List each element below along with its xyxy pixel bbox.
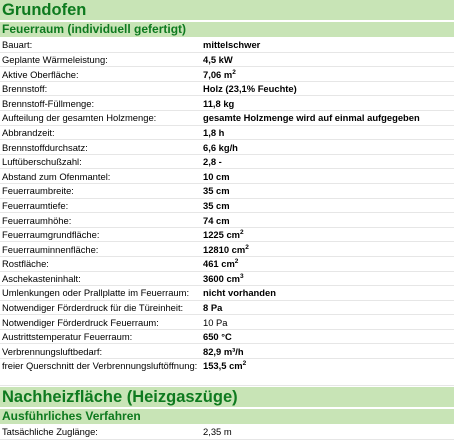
spec-label: Brennstoff: (2, 83, 48, 95)
spec-row (0, 53, 454, 68)
spec-label: Umlenkungen oder Prallplatte im Feuerraum: (2, 287, 190, 299)
spec-value: 3600 $cm^3$ (203, 272, 244, 284)
spec-value: 8 Pa (203, 302, 223, 314)
spec-label: Rostfläche: (2, 258, 49, 270)
spec-value: 461 $cm^2$ (203, 258, 239, 270)
spec-row (0, 228, 454, 243)
spec-value: 35 cm (203, 185, 230, 197)
spec-label: Notwendiger Förderdruck für die Türeinheit: (2, 302, 184, 314)
spec-row (0, 257, 454, 272)
spec-value: 1225 $cm^2$ (203, 228, 244, 241)
spec-label: Notwendiger Förderdruck Feuerraum: (2, 316, 159, 328)
spec-label: freier Querschnitt der Verbrennungsluftöffnung: (2, 360, 198, 372)
spec-label: Verbrennungsluftbedarf: (2, 345, 103, 357)
spec-value: 4,5 kW (203, 53, 233, 65)
spec-value: 6,6 kg/h (203, 141, 238, 153)
spec-value: 1,8 h (203, 126, 225, 138)
unit-exponent: 2 (232, 68, 236, 76)
spec-row (0, 184, 454, 199)
spec-value: 12810 $cm^2$ (203, 243, 249, 255)
spec-row (0, 96, 454, 111)
spec-label: Feuerraumgrundfläche: (2, 229, 100, 241)
spec-row (0, 315, 454, 330)
spec-value: gesamte Holzmenge wird auf einmal aufgegeben (203, 112, 420, 124)
spec-label: Aufteilung der gesamten Holzmenge: (2, 112, 157, 124)
spec-value: 153,5 $cm^2$ (203, 360, 247, 372)
spec-row (0, 330, 454, 345)
spec-row (0, 359, 454, 386)
section-subtitle-2: Ausführliches Verfahren (0, 408, 454, 425)
spec-value: 10 Pa (203, 316, 228, 328)
spec-value: 2,8 - (203, 156, 222, 168)
spec-row (0, 213, 454, 228)
spec-value: 650 °C (203, 331, 232, 343)
spec-value: 82,9 m³/h (203, 345, 244, 357)
spec-label: Geplante Wärmeleistung: (2, 53, 108, 65)
spec-label: Feuerraumtiefe: (2, 199, 69, 211)
spec-row (0, 344, 454, 359)
unit-exponent: 2 (240, 228, 244, 236)
spec-row (0, 199, 454, 214)
unit-exponent: 2 (245, 243, 249, 251)
spec-value: mittelschwer (203, 39, 261, 51)
unit-exponent: 2 (234, 258, 239, 266)
spec-label: Abbrandzeit: (2, 126, 55, 138)
section-subtitle: Feuerraum (individuell gefertigt) (0, 21, 454, 38)
spec-row (0, 126, 454, 141)
spec-row (0, 111, 454, 126)
spec-table-2 (0, 425, 454, 440)
spec-value: 11,8 kg (203, 97, 235, 109)
spec-value: 7,06 $m^2$ (203, 68, 236, 80)
spec-value: Holz (23,1% Feuchte) (203, 83, 297, 95)
spec-row (0, 38, 454, 53)
spec-row (0, 425, 454, 440)
spec-row (0, 82, 454, 97)
spec-label: Feuerraumbreite: (2, 185, 74, 197)
spec-value: 2,35 m (203, 426, 232, 438)
spec-row (0, 242, 454, 257)
section-title-2: Nachheizfläche (Heizgaszüge) (0, 387, 454, 408)
spec-label: Bauart: (2, 39, 33, 51)
spec-label: Brennstoffdurchsatz: (2, 141, 88, 153)
spec-row (0, 169, 454, 184)
unit-exponent: 3 (240, 272, 244, 280)
spec-label: Aschekasteninhalt: (2, 272, 81, 284)
spec-label: Feuerraumhöhe: (2, 214, 72, 226)
spec-value: 35 cm (203, 199, 230, 211)
spec-label: Brennstoff-Füllmenge: (2, 97, 95, 109)
spec-row (0, 140, 454, 155)
spec-label: Luftüberschußzahl: (2, 156, 82, 168)
spec-row (0, 301, 454, 316)
spec-label: Feuerrauminnenfläche: (2, 243, 99, 255)
spec-value: nicht vorhanden (203, 287, 276, 299)
section-title: Grundofen (0, 0, 454, 21)
spec-label: Tatsächliche Zuglänge: (2, 426, 98, 438)
spec-label: Austrittstemperatur Feuerraum: (2, 331, 133, 343)
spec-value: 10 cm (203, 170, 230, 182)
spec-row (0, 155, 454, 170)
unit-exponent: 2 (242, 360, 247, 368)
spec-label: Aktive Oberfläche: (2, 68, 79, 80)
spec-label: Abstand zum Ofenmantel: (2, 170, 111, 182)
spec-table (0, 38, 454, 386)
spec-row (0, 286, 454, 301)
spec-value: 74 cm (203, 214, 230, 226)
spec-row (0, 67, 454, 82)
spec-row (0, 272, 454, 287)
